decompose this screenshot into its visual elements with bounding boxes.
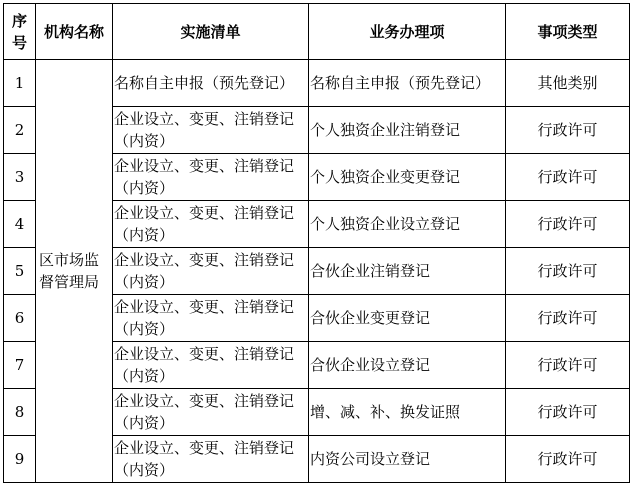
seq-cell: 1: [4, 60, 36, 107]
list-cell: 企业设立、变更、注销登记（内资）: [113, 248, 309, 295]
list-cell: 企业设立、变更、注销登记（内资）: [113, 342, 309, 389]
item-cell: 名称自主申报（预先登记）: [309, 60, 506, 107]
item-cell: 内资公司设立登记: [309, 436, 506, 483]
header-org: 机构名称: [36, 4, 113, 60]
list-cell: 企业设立、变更、注销登记（内资）: [113, 107, 309, 154]
seq-cell: 8: [4, 389, 36, 436]
type-cell: 其他类别: [506, 60, 630, 107]
seq-cell: 5: [4, 248, 36, 295]
list-cell: 企业设立、变更、注销登记（内资）: [113, 154, 309, 201]
type-cell: 行政许可: [506, 248, 630, 295]
item-cell: 个人独资企业变更登记: [309, 154, 506, 201]
type-cell: 行政许可: [506, 295, 630, 342]
item-cell: 个人独资企业设立登记: [309, 201, 506, 248]
seq-cell: 7: [4, 342, 36, 389]
header-row: [4, 4, 630, 60]
seq-cell: 2: [4, 107, 36, 154]
type-cell: 行政许可: [506, 201, 630, 248]
item-cell: 合伙企业注销登记: [309, 248, 506, 295]
seq-cell: 9: [4, 436, 36, 483]
list-cell: 名称自主申报（预先登记）: [113, 60, 309, 107]
table-container: [3, 3, 630, 483]
seq-cell: 3: [4, 154, 36, 201]
service-items-table: [3, 3, 630, 483]
header-type: 事项类型: [506, 4, 630, 60]
list-cell: 企业设立、变更、注销登记（内资）: [113, 201, 309, 248]
item-cell: 个人独资企业注销登记: [309, 107, 506, 154]
header-item: 业务办理项: [309, 4, 506, 60]
org-name-cell: 区市场监督管理局: [36, 60, 113, 483]
type-cell: 行政许可: [506, 342, 630, 389]
list-cell: 企业设立、变更、注销登记（内资）: [113, 389, 309, 436]
item-cell: 合伙企业设立登记: [309, 342, 506, 389]
type-cell: 行政许可: [506, 107, 630, 154]
type-cell: 行政许可: [506, 389, 630, 436]
item-cell: 合伙企业变更登记: [309, 295, 506, 342]
table-row: [4, 60, 630, 107]
seq-cell: 6: [4, 295, 36, 342]
seq-cell: 4: [4, 201, 36, 248]
list-cell: 企业设立、变更、注销登记（内资）: [113, 436, 309, 483]
type-cell: 行政许可: [506, 154, 630, 201]
item-cell: 增、减、补、换发证照: [309, 389, 506, 436]
header-seq: 序号: [4, 4, 36, 60]
list-cell: 企业设立、变更、注销登记（内资）: [113, 295, 309, 342]
type-cell: 行政许可: [506, 436, 630, 483]
header-list: 实施清单: [113, 4, 309, 60]
